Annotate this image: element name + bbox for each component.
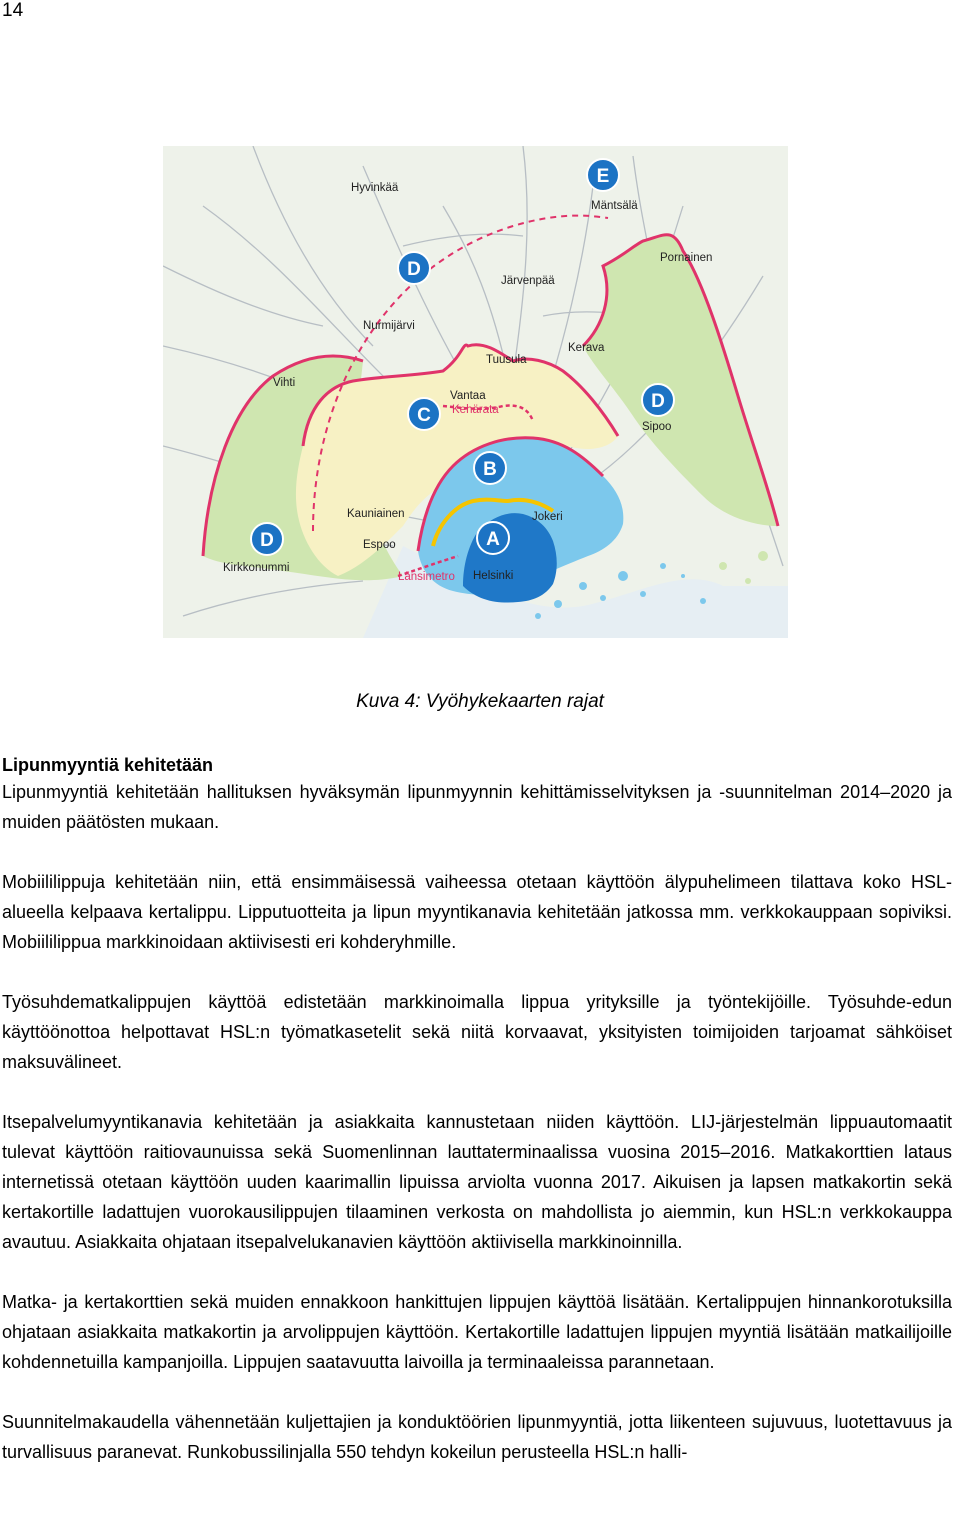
svg-text:E: E <box>596 166 610 187</box>
label-tuusula: Tuusula <box>486 354 527 366</box>
label-pornainen: Pornainen <box>660 252 713 264</box>
paragraph: Matka- ja kertakorttien sekä muiden ennakkoon hankittujen lippujen käyttöä lisätään. Kertalippujen hinnankorotuksilla ohjataan asiakkaita matkakortin ja arvolippujen käyttöön. Kertakortille ladattujen lippujen myyntiä lisätään matkailijoille kohdennetuilla kampanjoilla. Lippujen saatavuutta laivoilla ja terminaaleissa parannetaan. <box>2 1292 952 1372</box>
zone-badge-e <box>587 159 619 191</box>
svg-text:A: A <box>486 529 500 550</box>
body-text <box>2 753 952 1497</box>
paragraph: Lipunmyyntiä kehitetään hallituksen hyväksymän lipunmyynnin kehittämisselvityksen ja -suunnitelman 2014–2020 ja muiden päätösten mukaan. <box>2 782 952 832</box>
label-sipoo: Sipoo <box>642 421 672 433</box>
label-nurmijarvi: Nurmijärvi <box>363 320 415 332</box>
zone-badge-d-east <box>642 384 674 416</box>
zone-badge-d-west <box>251 523 283 555</box>
label-espoo: Espoo <box>363 539 396 551</box>
label-hyvinkaa: Hyvinkää <box>351 182 399 194</box>
zone-badge-a <box>477 522 509 554</box>
svg-text:D: D <box>407 259 421 280</box>
zone-map <box>163 146 788 638</box>
label-helsinki: Helsinki <box>473 570 514 582</box>
paragraph: Suunnitelmakaudella vähennetään kuljettajien ja konduktöörien lipunmyyntiä, jotta liikenteen sujuvuus, luotettavuus ja turvallisuus paranevat. Runkobussilinjalla 550 tehdyn kokeilun perusteella HSL:n halli- <box>2 1412 952 1462</box>
paragraph: Itsepalvelumyyntikanavia kehitetään ja asiakkaita kannustetaan niiden käyttöön. LIJ-järjestelmän lippuautomaatit tulevat käyttöön raitiovaunuissa sekä Suomenlinnan lauttaterminaalissa vuosina 2015–2016. Matkakorttien lataus internetissä otetaan käyttöön uuden kaarimallin lipuissa arviolta vuonna 2017. Aikuisen ja lapsen matkakortin sekä kertakortille ladattujen vuorokausilippujen tilaaminen verkosta on mahdollista jo aiemmin, kun HSL:n verkkokauppa avautuu. Asiakkaita ohjataan itsepalvelukanavien käyttöön aktiivisella markkinoinnilla. <box>2 1112 952 1252</box>
paragraph: Mobiililippuja kehitetään niin, että ensimmäisessä vaiheessa otetaan käyttöön älypuhelimeen tilattava koko HSL-alueella kelpaava kertalippu. Lipputuotteita ja lipun myyntikanavia kehitetään jatkossa mm. verkkokauppaan sopiviksi. Mobiililippua markkinoidaan aktiivisesti eri kohderyhmille. <box>2 872 952 952</box>
zone-badge-c <box>408 398 440 430</box>
label-kerava: Kerava <box>568 342 605 354</box>
label-kauniainen: Kauniainen <box>347 508 405 520</box>
svg-text:C: C <box>417 405 431 426</box>
label-jokeri: Jokeri <box>532 511 563 523</box>
zone-badge-b <box>474 452 506 484</box>
label-mantsala: Mäntsälä <box>591 200 638 212</box>
svg-text:D: D <box>260 530 274 551</box>
label-vantaa: Vantaa <box>450 390 486 402</box>
section-heading: Lipunmyyntiä kehitetään <box>2 755 214 775</box>
figure-caption: Kuva 4: Vyöhykekaarten rajat <box>356 691 604 712</box>
label-vihti: Vihti <box>273 377 296 389</box>
label-lansimetro: Länsimetro <box>398 571 455 583</box>
zone-badge-d-north <box>398 252 430 284</box>
label-kirkkonummi: Kirkkonummi <box>223 562 290 574</box>
paragraph: Työsuhdematkalippujen käyttöä edistetään markkinoimalla lippua yrityksille ja työntekijöille. Työsuhde-edun käyttöönottoa helpottavat HSL:n työmatkasetelit sekä niitä korvaavat, yksityisten toimijoiden tarjoamat sähköiset maksuvälineet. <box>2 992 952 1072</box>
label-jarvenpaa: Järvenpää <box>501 275 555 287</box>
page-number: 14 <box>2 0 24 21</box>
label-keharata: Kehärata <box>452 404 499 416</box>
svg-text:D: D <box>651 391 665 412</box>
svg-text:B: B <box>483 459 497 480</box>
